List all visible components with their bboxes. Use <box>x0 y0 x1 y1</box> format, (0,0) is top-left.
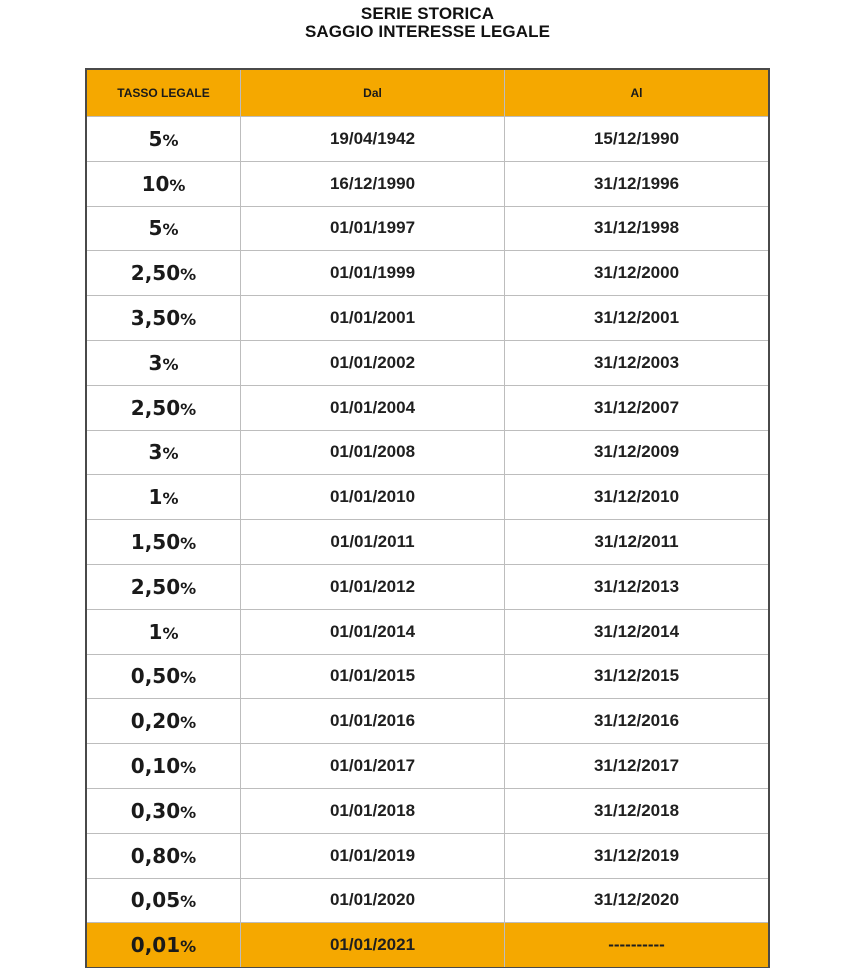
percent-sign: % <box>180 892 197 912</box>
date-from-cell: 19/04/1942 <box>241 117 505 162</box>
header-tasso-legale: TASSO LEGALE <box>87 70 241 117</box>
rate-value: 5 <box>148 126 163 151</box>
date-to-cell: 15/12/1990 <box>505 117 769 162</box>
date-to-cell: 31/12/2016 <box>505 699 769 744</box>
date-from-cell: 01/01/1997 <box>241 206 505 251</box>
percent-sign: % <box>180 668 197 688</box>
rate-value: 2,50 <box>130 574 181 599</box>
page-title <box>0 5 855 41</box>
date-to-cell: 31/12/2017 <box>505 744 769 789</box>
percent-sign: % <box>180 578 197 598</box>
date-to-cell: 31/12/2011 <box>505 520 769 565</box>
date-from-cell: 01/01/2008 <box>241 430 505 475</box>
table-row <box>87 878 769 923</box>
table-row <box>87 788 769 833</box>
table-row <box>87 117 769 162</box>
rate-value: 5 <box>148 216 163 241</box>
table-header <box>87 70 769 117</box>
rate-cell <box>87 609 241 654</box>
rate-cell <box>87 564 241 609</box>
percent-sign: % <box>162 623 179 643</box>
percent-sign: % <box>180 713 197 733</box>
table-row <box>87 385 769 430</box>
date-from-cell: 01/01/2021 <box>241 923 505 968</box>
date-to-cell: 31/12/2010 <box>505 475 769 520</box>
rate-cell <box>87 699 241 744</box>
percent-sign: % <box>180 310 197 330</box>
rate-cell <box>87 251 241 296</box>
date-to-cell: 31/12/2014 <box>505 609 769 654</box>
rate-cell <box>87 833 241 878</box>
date-to-cell: 31/12/2018 <box>505 788 769 833</box>
rate-cell <box>87 385 241 430</box>
table-row <box>87 340 769 385</box>
table-row <box>87 206 769 251</box>
date-from-cell: 01/01/2011 <box>241 520 505 565</box>
date-from-cell: 01/01/2012 <box>241 564 505 609</box>
rate-value: 0,01 <box>130 933 181 958</box>
rate-value: 3,50 <box>130 306 181 331</box>
date-to-cell: 31/12/2009 <box>505 430 769 475</box>
rate-cell <box>87 923 241 968</box>
rate-value: 2,50 <box>130 261 181 286</box>
date-from-cell: 01/01/2004 <box>241 385 505 430</box>
table-row <box>87 833 769 878</box>
rate-cell <box>87 296 241 341</box>
percent-sign: % <box>180 265 197 285</box>
rate-value: 0,80 <box>130 843 181 868</box>
rate-value: 3 <box>148 350 163 375</box>
rate-cell <box>87 520 241 565</box>
rates-table <box>86 69 769 968</box>
table-body <box>87 117 769 968</box>
rate-value: 0,20 <box>130 709 181 734</box>
rate-value: 1 <box>148 485 163 510</box>
date-from-cell: 01/01/2020 <box>241 878 505 923</box>
rate-value: 0,50 <box>130 664 181 689</box>
title-line-2: SAGGIO INTERESSE LEGALE <box>304 22 551 41</box>
percent-sign: % <box>162 130 179 150</box>
table-row <box>87 923 769 968</box>
date-from-cell: 01/01/2010 <box>241 475 505 520</box>
date-from-cell: 16/12/1990 <box>241 161 505 206</box>
header-al: Al <box>505 70 769 117</box>
date-from-cell: 01/01/2018 <box>241 788 505 833</box>
rate-cell <box>87 878 241 923</box>
rate-cell <box>87 161 241 206</box>
date-to-cell: 31/12/2007 <box>505 385 769 430</box>
rate-value: 1,50 <box>130 530 181 555</box>
percent-sign: % <box>180 758 197 778</box>
table-row <box>87 296 769 341</box>
rate-value: 0,30 <box>130 798 181 823</box>
date-to-cell: 31/12/2003 <box>505 340 769 385</box>
rate-cell <box>87 744 241 789</box>
rate-cell <box>87 430 241 475</box>
date-from-cell: 01/01/2001 <box>241 296 505 341</box>
date-from-cell: 01/01/2015 <box>241 654 505 699</box>
date-from-cell: 01/01/2019 <box>241 833 505 878</box>
percent-sign: % <box>162 220 179 240</box>
rate-value: 0,10 <box>130 754 181 779</box>
table-row <box>87 654 769 699</box>
date-to-cell: 31/12/2019 <box>505 833 769 878</box>
percent-sign: % <box>162 489 179 509</box>
table-row <box>87 520 769 565</box>
rate-cell <box>87 654 241 699</box>
date-to-cell: 31/12/2000 <box>505 251 769 296</box>
table-row <box>87 475 769 520</box>
date-to-cell: 31/12/2020 <box>505 878 769 923</box>
percent-sign: % <box>162 444 179 464</box>
rate-cell <box>87 475 241 520</box>
percent-sign: % <box>180 399 197 419</box>
rate-cell <box>87 340 241 385</box>
percent-sign: % <box>180 937 197 957</box>
percent-sign: % <box>162 354 179 374</box>
header-dal: Dal <box>241 70 505 117</box>
date-from-cell: 01/01/2002 <box>241 340 505 385</box>
table-row <box>87 699 769 744</box>
date-to-cell: 31/12/2001 <box>505 296 769 341</box>
date-from-cell: 01/01/1999 <box>241 251 505 296</box>
rate-cell <box>87 206 241 251</box>
table-row <box>87 161 769 206</box>
date-from-cell: 01/01/2017 <box>241 744 505 789</box>
date-to-cell: 31/12/2015 <box>505 654 769 699</box>
date-to-cell: 31/12/1998 <box>505 206 769 251</box>
header-row <box>87 70 769 117</box>
table-row <box>87 430 769 475</box>
rate-value: 2,50 <box>130 395 181 420</box>
percent-sign: % <box>180 802 197 822</box>
date-to-cell: 31/12/2013 <box>505 564 769 609</box>
table-row <box>87 744 769 789</box>
rate-value: 3 <box>148 440 163 465</box>
date-from-cell: 01/01/2014 <box>241 609 505 654</box>
rate-cell <box>87 788 241 833</box>
title-line-1: SERIE STORICA <box>360 4 495 23</box>
percent-sign: % <box>180 847 197 867</box>
percent-sign: % <box>180 534 197 554</box>
rate-value: 0,05 <box>130 888 181 913</box>
rate-value: 10 <box>141 171 170 196</box>
date-to-cell: ---------- <box>505 923 769 968</box>
table-row <box>87 564 769 609</box>
rate-cell <box>87 117 241 162</box>
table-row <box>87 609 769 654</box>
date-to-cell: 31/12/1996 <box>505 161 769 206</box>
table-row <box>87 251 769 296</box>
date-from-cell: 01/01/2016 <box>241 699 505 744</box>
rate-value: 1 <box>148 619 163 644</box>
percent-sign: % <box>169 175 186 195</box>
